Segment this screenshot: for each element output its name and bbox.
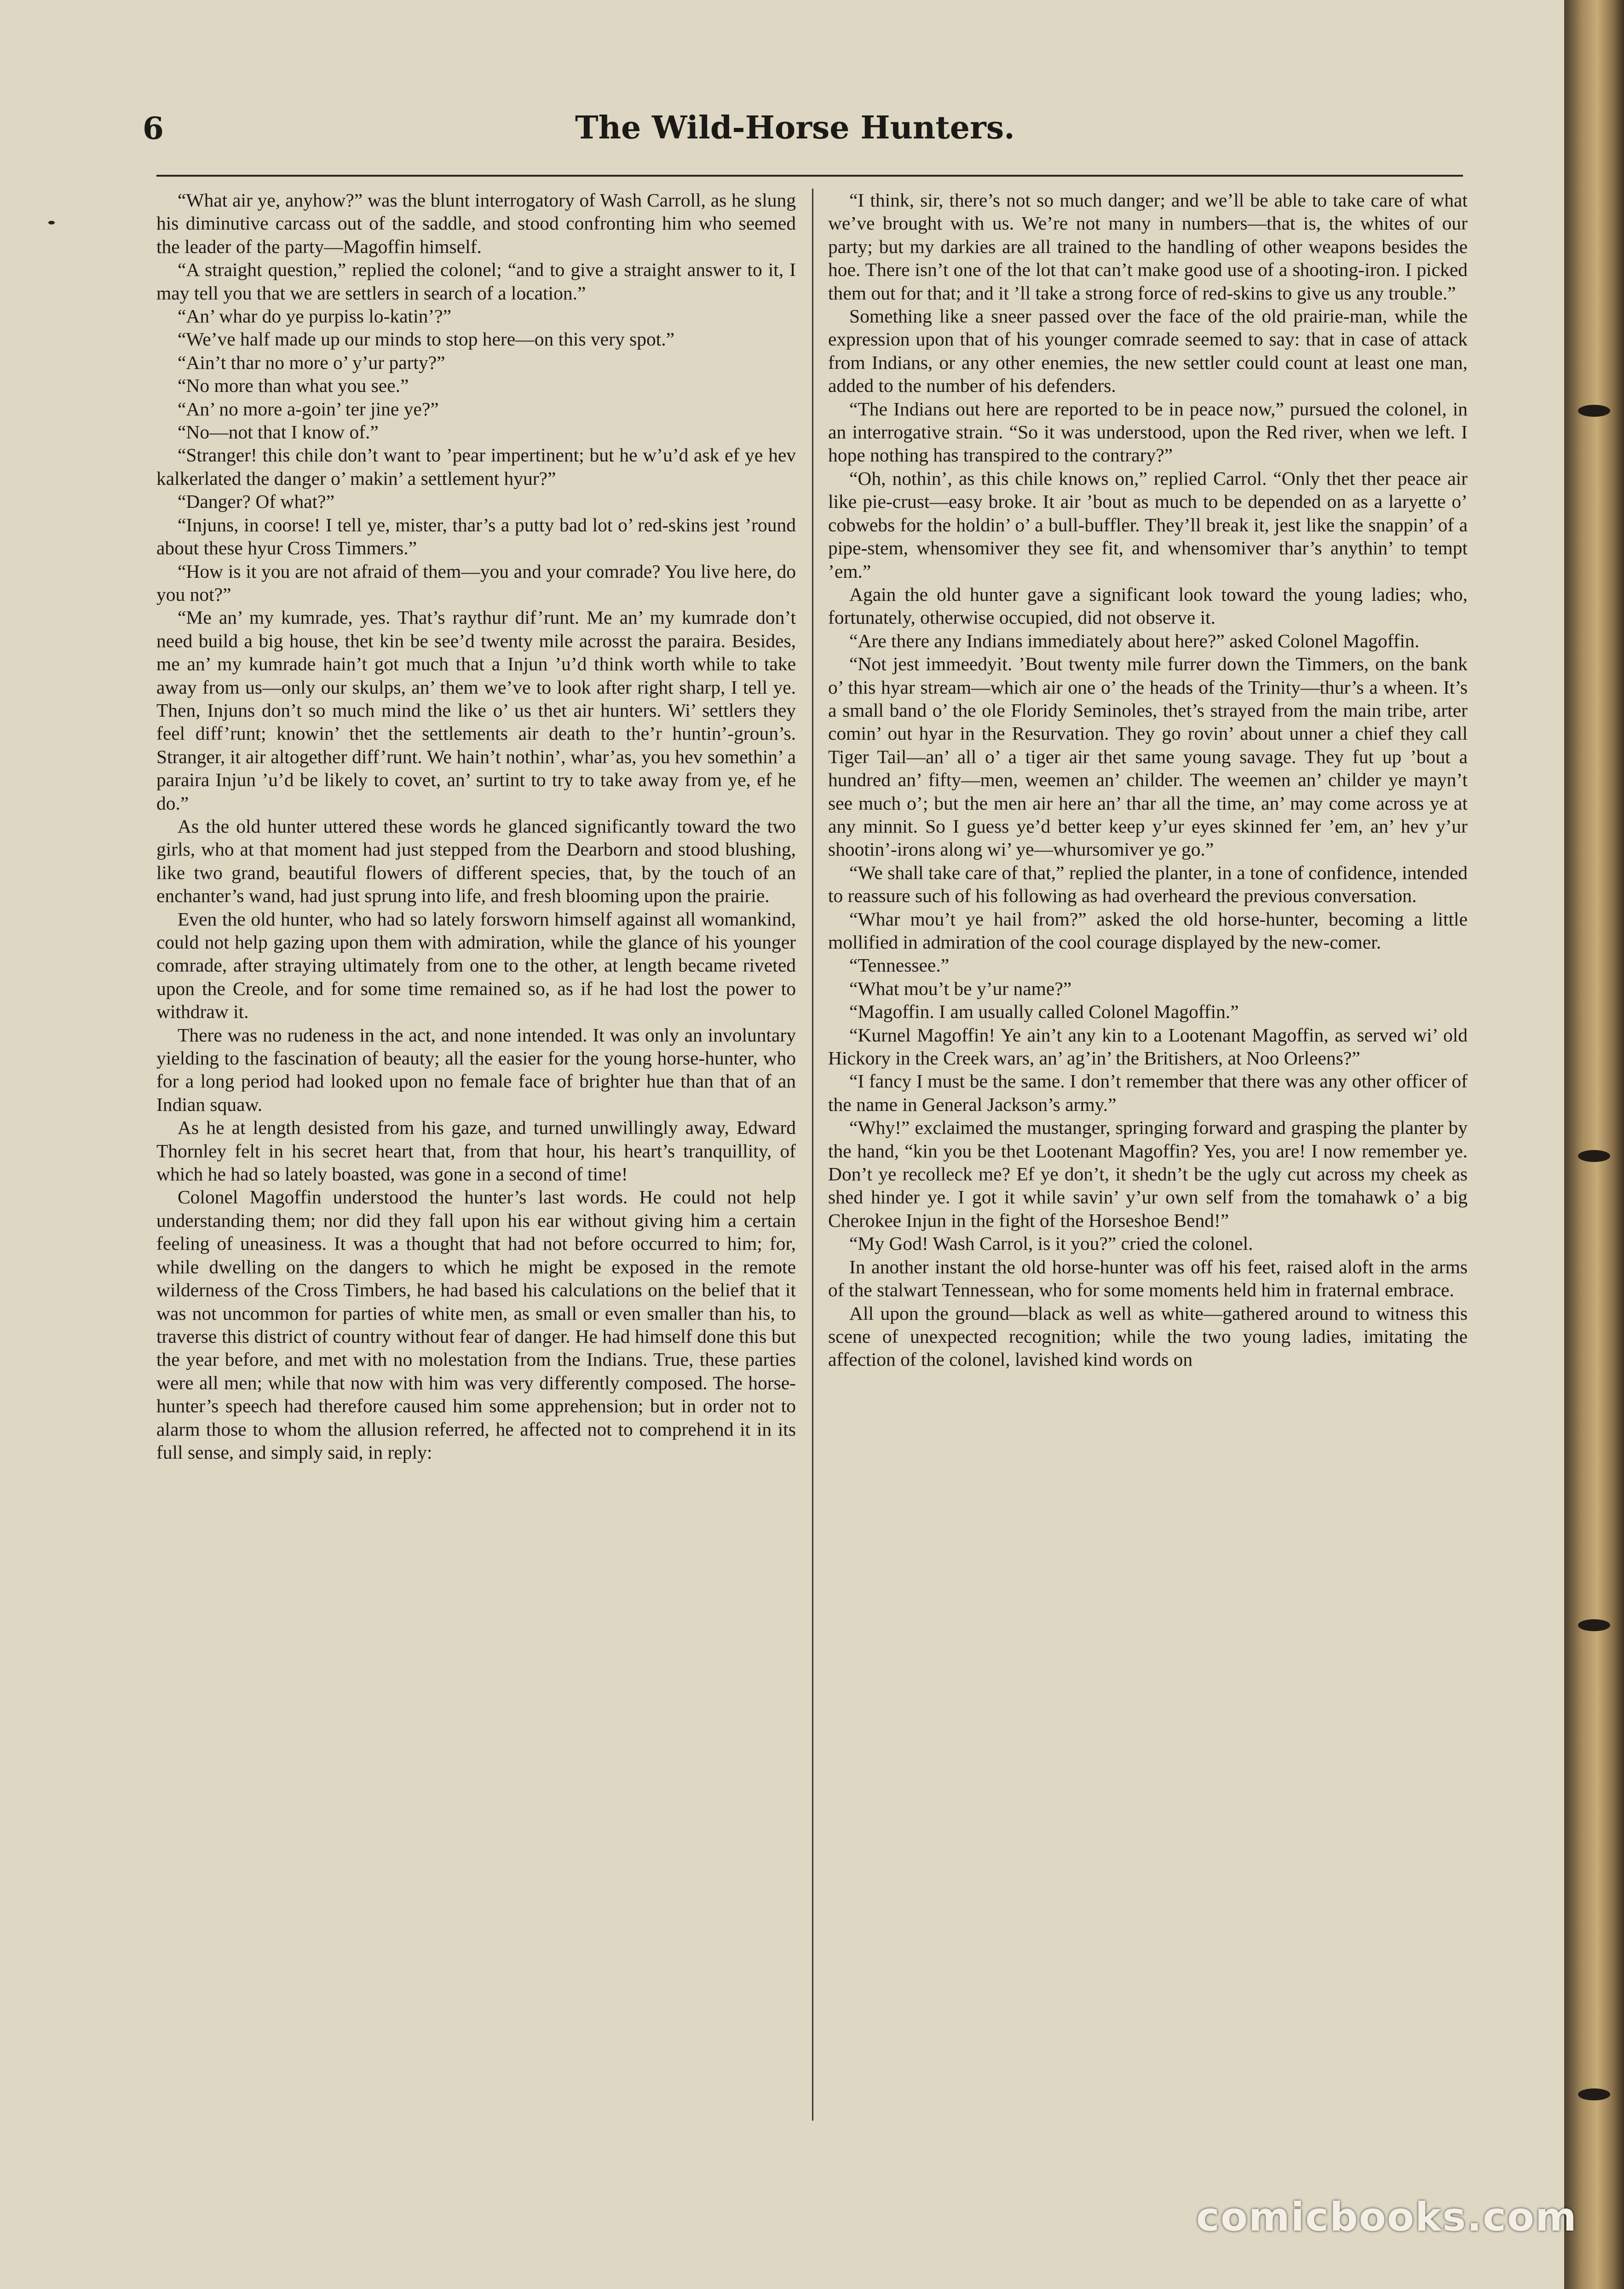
paragraph: “Not jest immeedyit. ’Bout twenty mile furrer down the Timmers, on the bank o’ this hyar stream—which air one o’ the heads of the Trinity—thur’s a wheen. It’s a small band o’ the ole Floridy Seminoles, thet’s strayed from the main tribe, arter comin’ out hyar in the Resurvation. They go rovin’ about unner a chief they call Tiger Tail—an’ all o’ a tiger air thet same young savage. They fut up ’bout a hundred an’ fifty—men, weemen an’ childer. The weemen an’ childer ye mayn’t see much o’; but the men air here an’ thar all the time, an’ may come across ye at any minnit. So I guess ye’d better keep y’ur eyes skinned fer ’em, an’ hev y’ur shootin’-irons along wi’ ye—whursomiver ye go.” — [828, 653, 1468, 860]
paragraph: As he at length desisted from his gaze, and turned unwillingly away, Edward Thornley felt in his secret heart that, from that hour, his heart’s tranquillity, of which he had so lately boasted, was gone in a second of time! — [156, 1117, 796, 1185]
watermark: comicbooks.com — [1196, 2194, 1578, 2240]
paragraph: “Danger? Of what?” — [178, 491, 335, 512]
paragraph: Even the old hunter, who had so lately forsworn himself against all womankind, could not help gazing upon them with admiration, while the glance of his younger comrade, after straying ultimately from one to the other, at length became riveted upon the Creole, and for some time remained so, as if he had lost the power to withdraw it. — [156, 908, 796, 1023]
paragraph: As the old hunter uttered these words he glanced significantly toward the two girls, who at that moment had just stepped from the Dearborn and stood blushing, like two grand, beautiful flowers of different species, that, by the touch of an enchanter’s wand, had just sprung into life, and fresh blooming upon the prairie. — [156, 815, 796, 907]
paragraph: “Why!” exclaimed the mustanger, springing forward and grasping the planter by the hand, “kin you be thet Lootenant Magoffin? Yes, you are! I now remember ye. Don’t ye recolleck me? Ef ye don’t, it shedn’t be the ugly cut across my cheek as shed hinder ye. I got it while savin’ y’ur own self from the tomahawk o’ a big Cherokee Injun in the fight of the Horseshoe Bend!” — [828, 1117, 1468, 1231]
paragraph: “Oh, nothin’, as this chile knows on,” replied Carrol. “Only thet ther peace air like pie-crust—easy broke. It air ’bout as much to be depended on as a laryette o’ cobwebs for the holdin’ o’ a bull-buffler. They’ll break it, jest like the snappin’ of a pipe-stem, whensomiver they see fit, and whensomiver thar’s anythin’ to tempt ’em.” — [828, 467, 1468, 582]
binding-tear — [1578, 1619, 1610, 1631]
left-column — [156, 189, 796, 1464]
paragraph: In another instant the old horse-hunter was off his feet, raised aloft in the arms of the stalwart Tennessean, who for some moments held him in fraternal embrace. — [828, 1256, 1468, 1301]
paragraph: “No more than what you see.” — [178, 375, 409, 397]
paragraph: “Me an’ my kumrade, yes. That’s raythur dif’runt. Me an’ my kumrade don’t need build a big house, thet kin be see’d twenty mile acrosst the paraira. Besides, me an’ my kumrade hain’t got much that a Injun ’u’d think worth while to take away from us—only our skulps, an’ them we’ve to look after right sharp, I tell ye. Then, Injuns don’t so much mind the like o’ us thet air hunters. Wi’ settlers they feel diff’runt; knowin’ thet the settlements air death to the’r huntin’-groun’s. Stranger, it air altogether diff’runt. We hain’t nothin’, whar’as, you hev somethin’ a paraira Injun ’u’d be likely to covet, an’ surtint to try to take away from ye, ef he do.” — [156, 607, 796, 814]
paragraph: “An’ whar do ye purpiss lo-katin’?” — [178, 305, 452, 327]
paragraph: “Tennessee.” — [849, 955, 950, 976]
binding-tear — [1578, 405, 1610, 417]
paragraph: “I think, sir, there’s not so much danger; and we’ll be able to take care of what we’ve brought with us. We’re not many in numbers—that is, the whites of our party; but my darkies are all trained to the handling of other weapons besides the hoe. There isn’t one of the lot that can’t make good use of a shooting-iron. I picked them out for that; and it ’ll take a strong force of red-skins to give us any trouble.” — [828, 190, 1468, 304]
paragraph: “What mou’t be y’ur name?” — [849, 978, 1072, 999]
right-column — [828, 189, 1468, 1371]
paragraph: “Are there any Indians immediately about here?” asked Colonel Magoffin. — [849, 630, 1420, 651]
paragraph: “How is it you are not afraid of them—you and your comrade? You live here, do you not?” — [156, 560, 796, 605]
paragraph: All upon the ground—black as well as white—gathered around to witness this scene of unexpected recognition; while the two young ladies, imitating the affection of the colonel, lavished kind words on — [828, 1302, 1468, 1370]
paragraph: “We shall take care of that,” replied the planter, in a tone of confidence, intended to reassure such of his following as had overheard the previous conversation. — [828, 862, 1468, 907]
paragraph: “Injuns, in coorse! I tell ye, mister, thar’s a putty bad lot o’ red-skins jest ’round about these hyur Cross Timmers.” — [156, 514, 796, 559]
paragraph: “A straight question,” replied the colonel; “and to give a straight answer to it, I may tell you that we are settlers in search of a location.” — [156, 259, 796, 304]
paragraph: Colonel Magoffin understood the hunter’s last words. He could not help understanding them; nor did they fall upon his ear without giving him a certain feeling of uneasiness. It was a thought that had not before occurred to him; for, while dwelling on the dangers to which he might be exposed in the remote wilderness of the Cross Timbers, he had based his calculations on the belief that it was not uncommon for parties of white men, as small or even smaller than his, to traverse this district of country without fear of danger. He had himself done this but the year before, and met with no molestation from the Indians. True, these parties were all men; while that now with him was very differently composed. The horse-hunter’s speech had therefore caused him some apprehension; but in order not to alarm those to whom the allusion referred, he affected not to comprehend it in its full sense, and simply said, in reply: — [156, 1186, 796, 1463]
paragraph: “What air ye, anyhow?” was the blunt interrogatory of Wash Carroll, as he slung his diminutive carcass out of the saddle, and stood confronting him who seemed the leader of the party—Magoffin himself. — [156, 190, 796, 257]
paragraph: “My God! Wash Carrol, is it you?” cried the colonel. — [849, 1233, 1253, 1254]
running-title: The Wild-Horse Hunters. — [575, 109, 1015, 146]
paragraph: “Whar mou’t ye hail from?” asked the old horse-hunter, becoming a little mollified in admiration of the cool courage displayed by the new-comer. — [828, 908, 1468, 953]
paragraph: “We’ve half made up our minds to stop here—on this very spot.” — [178, 328, 675, 350]
column-divider — [812, 189, 813, 2121]
paragraph: “I fancy I must be the same. I don’t remember that there was any other officer of the name in General Jackson’s army.” — [828, 1070, 1468, 1115]
paragraph: “Magoffin. I am usually called Colonel Magoffin.” — [849, 1001, 1239, 1023]
paragraph: “An’ no more a-goin’ ter jine ye?” — [178, 398, 439, 420]
paragraph: “No—not that I know of.” — [178, 421, 379, 443]
page-number: 6 — [143, 110, 164, 146]
paragraph: “The Indians out here are reported to be in peace now,” pursued the colonel, in an interrogative strain. “So it was understood, upon the Red river, when we left. I hope nothing has transpired to the contrary?” — [828, 398, 1468, 466]
paragraph: “Kurnel Magoffin! Ye ain’t any kin to a Lootenant Magoffin, as served wi’ old Hickory in the Creek wars, an’ ag’in’ the Britishers, at Noo Orleens?” — [828, 1024, 1468, 1069]
binding-tear — [1578, 1150, 1610, 1162]
paragraph: “Ain’t thar no more o’ y’ur party?” — [178, 351, 445, 373]
paragraph: There was no rudeness in the act, and none intended. It was only an involuntary yielding to the fascination of beauty; all the easier for the young horse-hunter, who for a long period had looked upon no female face of brighter hue than that of an Indian squaw. — [156, 1024, 796, 1115]
paragraph: “Stranger! this chile don’t want to ’pear impertinent; but he w’u’d ask ef ye hev kalkerlated the danger o’ makin’ a settlement hyur?” — [156, 444, 796, 489]
header-rule — [156, 175, 1463, 177]
paragraph: Something like a sneer passed over the face of the old prairie-man, while the expression upon that of his younger comrade seemed to say: that in case of attack from Indians, or any other enemies, the new settler could count at least one man, added to the number of his defenders. — [828, 305, 1468, 397]
ink-speck — [48, 221, 55, 224]
binding-tear — [1578, 2088, 1610, 2100]
paragraph: Again the old hunter gave a significant look toward the young ladies; who, fortunately, otherwise occupied, did not observe it. — [828, 583, 1468, 628]
page-binding-edge — [1564, 0, 1624, 2289]
